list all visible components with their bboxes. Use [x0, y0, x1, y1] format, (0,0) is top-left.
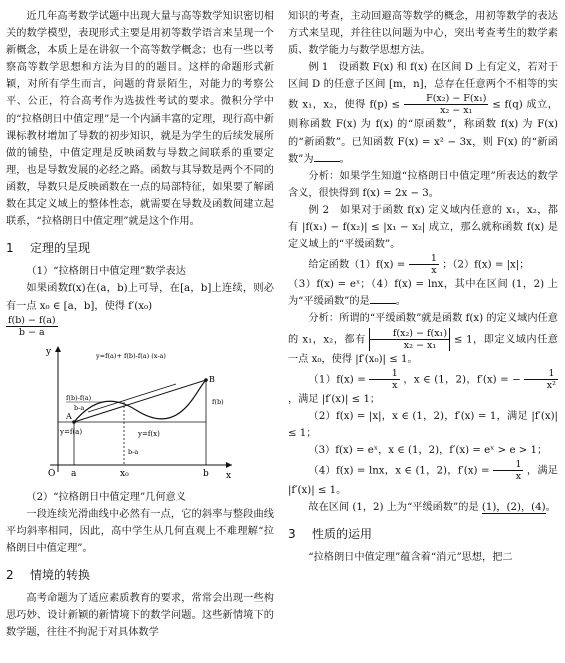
section-1-number: 1	[6, 241, 14, 256]
section-3-heading	[288, 526, 558, 543]
example-1-blank	[314, 161, 340, 162]
section-2-heading	[6, 567, 274, 584]
case-2: （2）f(x) = |x|，x ∈ (1，2)，f′(x) = 1，满足 |f′(x)| ≤ 1；	[288, 410, 558, 439]
s1-sub2-text: 一段连续光滑曲线中必然有一点，它的斜率与整段曲线平均斜率相同，因此，高中学生从几何直观上不难理解“拉格朗日中值定理”。	[6, 508, 274, 554]
label-a: a	[71, 468, 77, 479]
example-1-fraction: $\frac{\text{F(x₂) − F(x₁)}}{\text{x₂ − x₁}}$	[404, 93, 489, 116]
label-slope-n: f(b)-f(a)	[66, 393, 92, 402]
conclusion: 故在区间 (1，2) 上为“平缓函数”的是 (1)，(2)，(4)。	[308, 502, 556, 514]
theorem-fraction: $\frac{f(b) - f(a)}{b - a}$	[8, 314, 56, 338]
intro-paragraph: 近几年高考数学试题中出现大量与高等数学知识密切相关的数学模型，表现形式主要是用初等数学语言来呈现一个新概念，本质上是在讲叙一个高等数学概念；也有一些以考察高等数学思想和方法为目的的题目。这样的命题形式新颖，对所有学生而言，问题的背景陌生，对能力的考察公平、公正，符合高考作为选拔性考试的要求。微积分学中的“拉格朗日中值定理”是一个内涵丰富的定理，现行高中新课标教材增加了导数的初步知识，就是为学生的后续发展所做的铺垫，中值定理是反映函数与导数之间联系的重要定理，也是导数发展的必经之路。函数与其导数是两个不同的函数，导数只是反映函数在一点的局部特征，如果要了解函数在其定义域上的整体性态，就需要在导数及函数间建立起联系，“拉格朗日中值定理”就是这个作用。	[6, 11, 274, 228]
conclusion-answer: (1)，(2)，(4)	[481, 502, 546, 514]
y-axis-arrow	[55, 346, 61, 352]
label-B: B	[209, 374, 215, 384]
example-1: 例 1 设函数 F(x) 和 f(x) 在区间 D 上有定义，若对于区间 D 的任意子区间 [m，n]，总存在任意两个不相等的实数 x₁，x₂，使得 f(p) ≤ $\frac{\text{F(x₂) − F(x₁)}}{\text{x₂ − x₁}}$ ≤ f(q) 成立，则称函数 F(x) 为 f(x) 的“原函数”，称函数 f(x) 为 F(x) 的“新函数”。已知函数 F(x) = x² − 3x，则 F(x) 的“新函数”为 。	[288, 62, 558, 165]
label-y-fa: y=f(a)	[60, 427, 83, 436]
label-y: y	[46, 346, 52, 357]
x-axis-arrow	[226, 462, 232, 468]
mean-value-diagram	[36, 340, 236, 480]
example-1-analysis: 分析：如果学生知道“拉格朗日中值定理”所表达的数学含义，很快得到 f(x) = 2x − 3。	[288, 170, 558, 199]
example-2: 例 2 如果对于函数 f(x) 定义域内任意的 x₁，x₂，都有 |f(x₁) − f(x₂)| ≤ |x₁ − x₂| 成立，那么就称函数 f(x) 是定义域上的“平缓函数”。	[288, 204, 558, 251]
case-4: （4）f(x) = lnx，x ∈ (1，2)，f′(x) = $\frac{1}{x}$ ，满足 |f′(x)| ≤ 1。	[288, 458, 558, 496]
secant-line	[74, 380, 206, 422]
label-b-minus-a: b-a	[128, 447, 139, 456]
label-slope-d: b-a	[74, 403, 85, 412]
label-b: b	[203, 468, 209, 479]
case-3: （3）f(x) = eˣ，x ∈ (1，2)，f′(x) = eˣ > e > 1；	[308, 444, 548, 456]
label-fb-fa: f(b)	[212, 397, 224, 406]
section-2-title: 情境的转换	[30, 567, 91, 582]
section-1-title: 定理的呈现	[30, 241, 91, 256]
s1-sub1-title: （1）“拉格朗日中值定理”数学表达	[26, 266, 186, 278]
s1-sub2-title: （2）“拉格朗日中值定理”几何意义	[26, 491, 186, 503]
label-y-fx: y=f(x)	[138, 429, 160, 438]
example-2-blank	[370, 303, 396, 304]
example-2-given: 给定函数（1）f(x) = $\frac{1}{x}$ ；（2）f(x) = |x|；	[308, 253, 530, 277]
section-3-number: 3	[288, 527, 296, 542]
s1-sub1-equation	[6, 315, 274, 338]
section-1-heading	[6, 240, 274, 257]
example-2-analysis: 分析：所谓的“平缓函数”就是函数 f(x) 的定义域内任意的 x₁，x₂，都有 $\frac{\text{f(x₂) − f(x₁)}}{\text{x₂ − x₁}}$ ≤ 1，即定义域内任意一点 x₀，使得 |f′(x₀)| ≤ 1。	[288, 313, 558, 365]
point-a	[72, 420, 76, 424]
s1-sub1-text: 如果函数f(x)在(a，b)上可导，在[a，b]上连续，则必有一点 x₀ ∈ [a，b]，使得 f′(x₀)	[6, 283, 274, 312]
label-x: x	[226, 470, 232, 480]
label-secant: y=f(a)+ f(b)-f(a) (x-a)	[96, 351, 166, 360]
section-2-number: 2	[6, 567, 14, 582]
section-3-title: 性质的运用	[312, 527, 373, 542]
example-2-analysis-fraction: $\frac{\text{f(x₂) − f(x₁)}}{\text{x₂ − x₁}}$	[369, 328, 450, 351]
s3-text: “拉格朗日中值定理”蕴含着“消元”思想，把二	[308, 552, 513, 564]
label-origin: O	[48, 468, 56, 479]
continuation-paragraph: 知识的考查，主动回避高等数学的概念，用初等数学的表达方式来呈现，并往往以问题为中心，突出考查考生的数学素质、数学能力与数学思想方法。	[288, 11, 558, 57]
example-2-given-cont: （3）f(x) = eˣ；（4）f(x) = lnx，其中在区间 (1，2) 上为“平缓函数”的是 。	[288, 279, 558, 308]
case-1: （1）f(x) = $\frac{1}{x}$ ，x ∈ (1，2)，f′(x) = − $\frac{1}{\text{x²}}$ ，满足 |f′(x)| ≤ 1；	[288, 367, 556, 405]
right-column	[288, 8, 558, 566]
label-x0: x₀	[120, 468, 129, 479]
mean-value-figure	[36, 340, 274, 485]
left-column	[6, 8, 274, 641]
label-A: A	[66, 411, 72, 421]
s2-text: 高考命题为了适应素质教育的要求，常常会出现一些构思巧妙、设计新颖的新情境下的数学问题。这些新情境下的数学题，往往不拘泥于对具体数学	[6, 593, 274, 639]
point-b	[204, 378, 208, 382]
